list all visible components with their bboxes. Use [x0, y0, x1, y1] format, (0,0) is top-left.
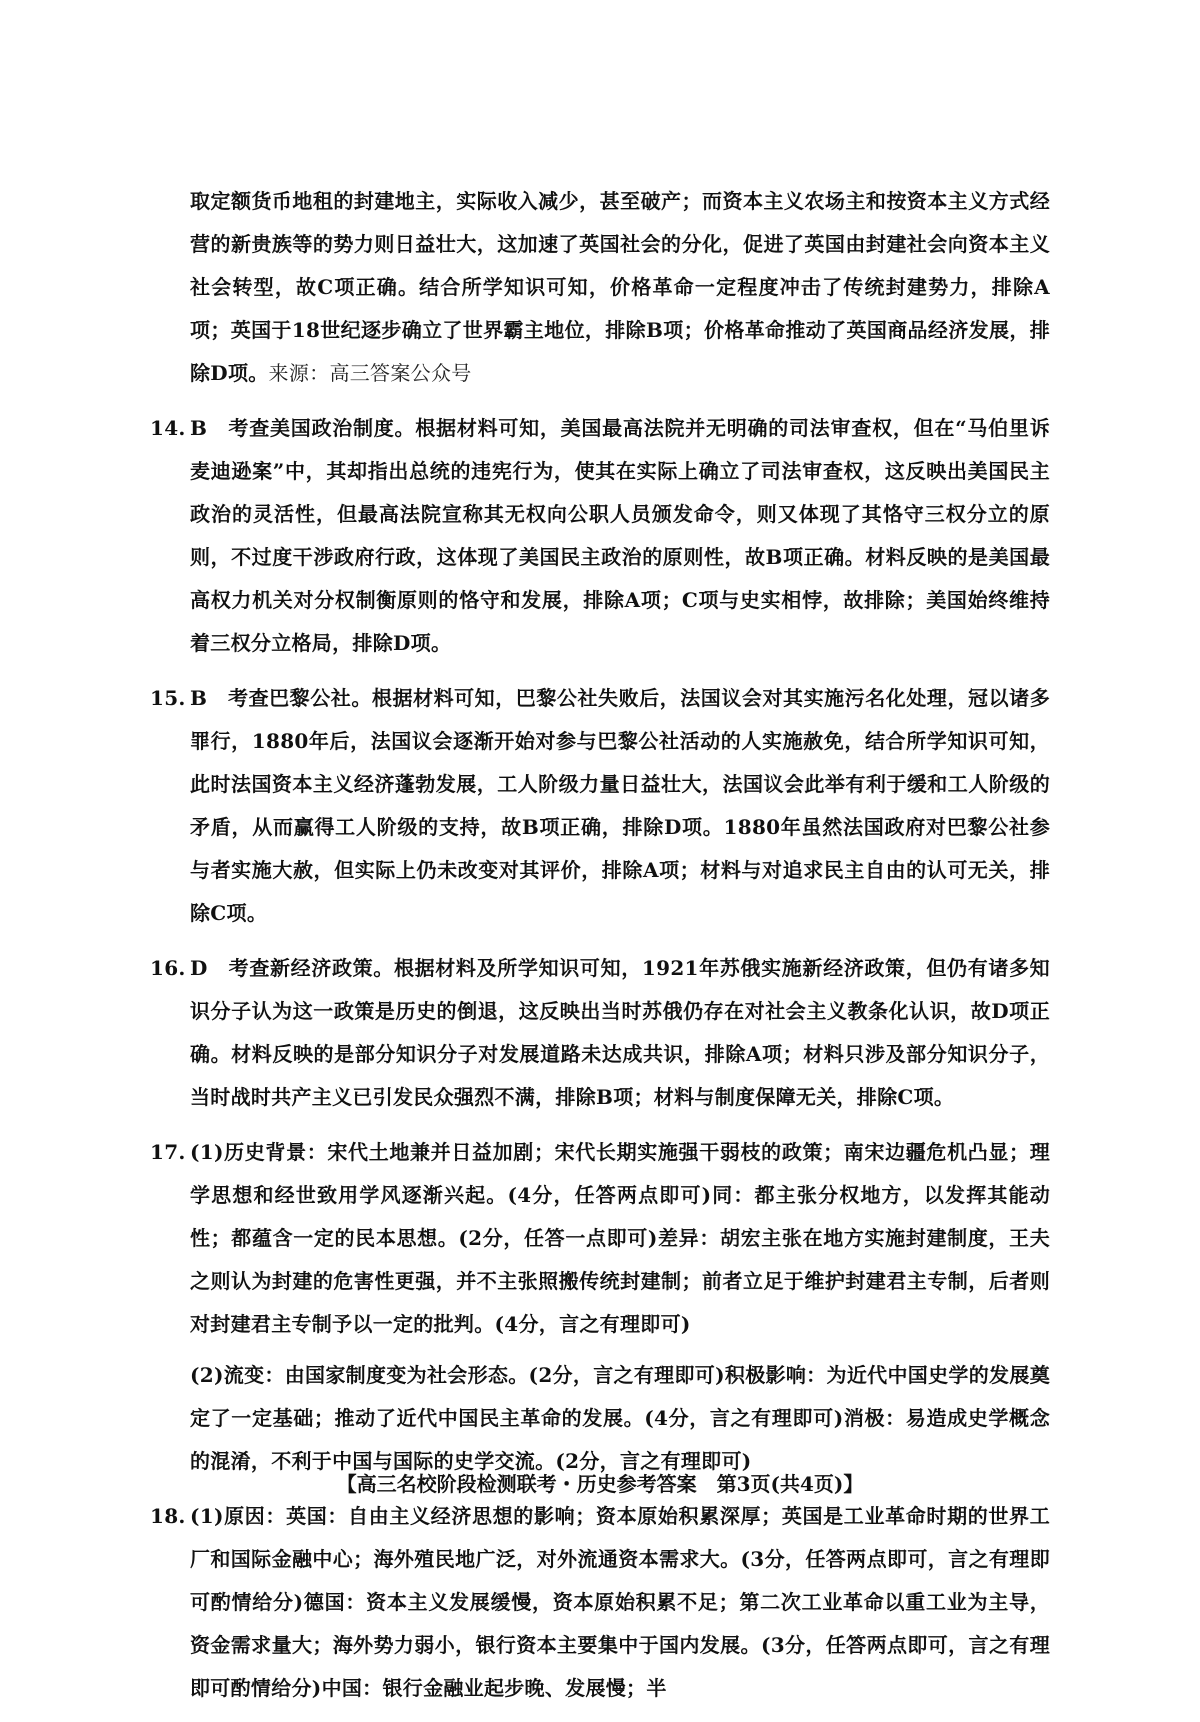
answer-18 — [150, 1495, 1050, 1710]
answer-subpart-2: (2)流变：由国家制度变为社会形态。(2分，言之有理即可)积极影响：为近代中国史学的发展奠定了一定基础；推动了近代中国民主革命的发展。(4分，言之有理即可)消极：易造成史学概念的混淆，不利于中国与国际的史学交流。(2分，言之有理即可) — [190, 1363, 1050, 1473]
answer-15 — [150, 677, 1050, 935]
source-watermark: 来源：高三答案公众号 — [268, 361, 472, 385]
answer-14 — [150, 407, 1050, 665]
intro-paragraph — [150, 180, 1050, 395]
answer-number: 15. — [150, 686, 186, 710]
answer-text: (1)原因：英国：自由主义经济思想的影响；资本原始积累深厚；英国是工业革命时期的世界工厂和国际金融中心；海外殖民地广泛，对外流通资本需求大。(3分，任答两点即可，言之有理即可酌情给分)德国：资本主义发展缓慢，资本原始积累不足；第二次工业革命以重工业为主导，资金需求量大；海外势力弱小，银行资本主要集中于国内发展。(3分，任答两点即可，言之有理即可酌情给分)中国：银行金融业起步晚、发展慢；半 — [190, 1504, 1050, 1700]
answer-17 — [150, 1131, 1050, 1483]
answer-number: 14. — [150, 416, 186, 440]
answer-16 — [150, 947, 1050, 1119]
answer-text: B 考查美国政治制度。根据材料可知，美国最高法院并无明确的司法审查权，但在“马伯里诉麦迪逊案”中，其却指出总统的违宪行为，使其在实际上确立了司法审查权，这反映出美国民主政治的灵活性，但最高法院宣称其无权向公职人员颁发命令，则又体现了其恪守三权分立的原则，不过度干涉政府行政，这体现了美国民主政治的原则性，故B项正确。材料反映的是美国最高权力机关对分权制衡原则的恪守和发展，排除A项；C项与史实相悖，故排除；美国始终维持着三权分立格局，排除D项。 — [190, 416, 1050, 655]
answer-number: 18. — [150, 1504, 186, 1528]
intro-text: 取定额货币地租的封建地主，实际收入减少，甚至破产；而资本主义农场主和按资本主义方式经营的新贵族等的势力则日益壮大，这加速了英国社会的分化，促进了英国由封建社会向资本主义社会转型，故C项正确。结合所学知识可知，价格革命一定程度冲击了传统封建势力，排除A项；英国于18世纪逐步确立了世界霸主地位，排除B项；价格革命推动了英国商品经济发展，排除D项。 — [190, 189, 1050, 385]
answer-text: D 考查新经济政策。根据材料及所学知识可知，1921年苏俄实施新经济政策，但仍有诸多知识分子认为这一政策是历史的倒退，这反映出当时苏俄仍存在对社会主义教条化认识，故D项正确。材料反映的是部分知识分子对发展道路未达成共识，排除A项；材料只涉及部分知识分子，当时战时共产主义已引发民众强烈不满，排除B项；材料与制度保障无关，排除C项。 — [190, 956, 1050, 1109]
answer-number: 17. — [150, 1140, 186, 1164]
answer-text: (1)历史背景：宋代土地兼并日益加剧；宋代长期实施强干弱枝的政策；南宋边疆危机凸显；理学思想和经世致用学风逐渐兴起。(4分，任答两点即可)同：都主张分权地方，以发挥其能动性；都蕴含一定的民本思想。(2分，任答一点即可)差异：胡宏主张在地方实施封建制度，王夫之则认为封建的危害性更强，并不主张照搬传统封建制；前者立足于维护封建君主专制，后者则对封建君主专制予以一定的批判。(4分，言之有理即可) — [190, 1140, 1050, 1336]
page-footer: 【高三名校阶段检测联考・历史参考答案 第3页(共4页)】 — [336, 1472, 864, 1496]
answer-number: 16. — [150, 956, 186, 980]
answer-text: B 考查巴黎公社。根据材料可知，巴黎公社失败后，法国议会对其实施污名化处理，冠以诸多罪行，1880年后，法国议会逐渐开始对参与巴黎公社活动的人实施赦免，结合所学知识可知，此时法国资本主义经济蓬勃发展，工人阶级力量日益壮大，法国议会此举有利于缓和工人阶级的矛盾，从而赢得工人阶级的支持，故B项正确，排除D项。1880年虽然法国政府对巴黎公社参与者实施大赦，但实际上仍未改变对其评价，排除A项；材料与对追求民主自由的认可无关，排除C项。 — [190, 686, 1050, 925]
